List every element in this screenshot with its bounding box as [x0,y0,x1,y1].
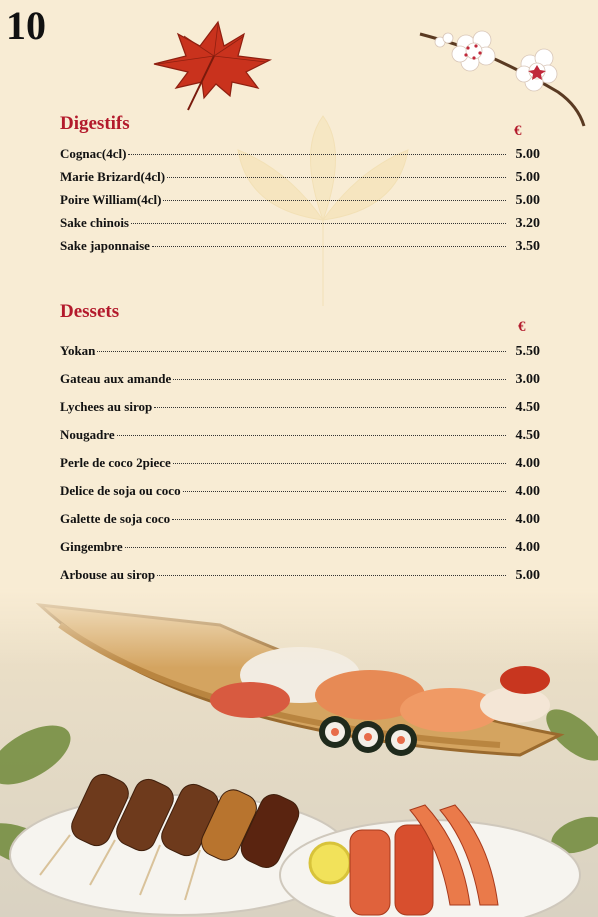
menu-item [60,215,540,238]
dot-leader [152,246,506,247]
desserts-list [60,343,540,595]
menu-item [60,169,540,192]
item-price: 4.50 [515,428,540,443]
item-name: Poire William(4cl) [60,192,162,207]
item-name: Delice de soja ou coco [60,483,181,498]
dot-leader [117,435,506,436]
page-number: 10 [6,3,46,48]
dot-leader [128,154,506,155]
menu-item [60,483,540,511]
menu-item [60,399,540,427]
item-name: Cognac(4cl) [60,146,127,161]
menu-item [60,539,540,567]
menu-item [60,371,540,399]
menu-item [60,238,540,261]
item-name: Sake japonnaise [60,238,150,253]
menu-item [60,427,540,455]
item-name: Lychees au sirop [60,399,153,414]
desserts-currency-symbol: € [518,319,526,335]
dot-leader [173,463,506,464]
item-name: Yokan [60,343,96,358]
menu-item [60,511,540,539]
food-photo [0,585,598,917]
maple-leaf-icon [148,16,276,112]
item-price: 5.00 [515,170,540,185]
item-name: Nougadre [60,427,115,442]
item-name: Arbouse au sirop [60,567,156,582]
item-price: 5.00 [515,147,540,162]
digestifs-title: Digestifs [60,113,130,134]
dot-leader [173,379,506,380]
dot-leader [167,177,506,178]
item-price: 5.00 [515,193,540,208]
item-price: 4.00 [515,484,540,499]
dot-leader [163,200,506,201]
item-price: 3.00 [515,372,540,387]
item-price: 4.00 [515,456,540,471]
dot-leader [157,575,506,576]
item-price: 4.50 [515,400,540,415]
dot-leader [154,407,506,408]
item-name: Gateau aux amande [60,371,172,386]
item-price: 4.00 [515,512,540,527]
item-price: 3.50 [515,239,540,254]
dot-leader [183,491,506,492]
item-price: 4.00 [515,540,540,555]
item-price: 5.50 [515,344,540,359]
menu-item [60,192,540,215]
item-name: Gingembre [60,539,123,554]
item-price: 5.00 [515,568,540,583]
dot-leader [131,223,506,224]
dot-leader [172,519,506,520]
digestifs-currency-symbol: € [514,123,522,139]
menu-item [60,146,540,169]
dot-leader [125,547,506,548]
item-name: Sake chinois [60,215,129,230]
item-name: Marie Brizard(4cl) [60,169,166,184]
menu-item [60,343,540,371]
menu-item [60,455,540,483]
desserts-title: Dessets [60,301,120,322]
item-name: Perle de coco 2piece [60,455,171,470]
item-name: Galette de soja coco [60,511,171,526]
cherry-blossom-icon [418,22,598,130]
digestifs-list [60,146,540,261]
dot-leader [97,351,506,352]
item-price: 3.20 [515,216,540,231]
